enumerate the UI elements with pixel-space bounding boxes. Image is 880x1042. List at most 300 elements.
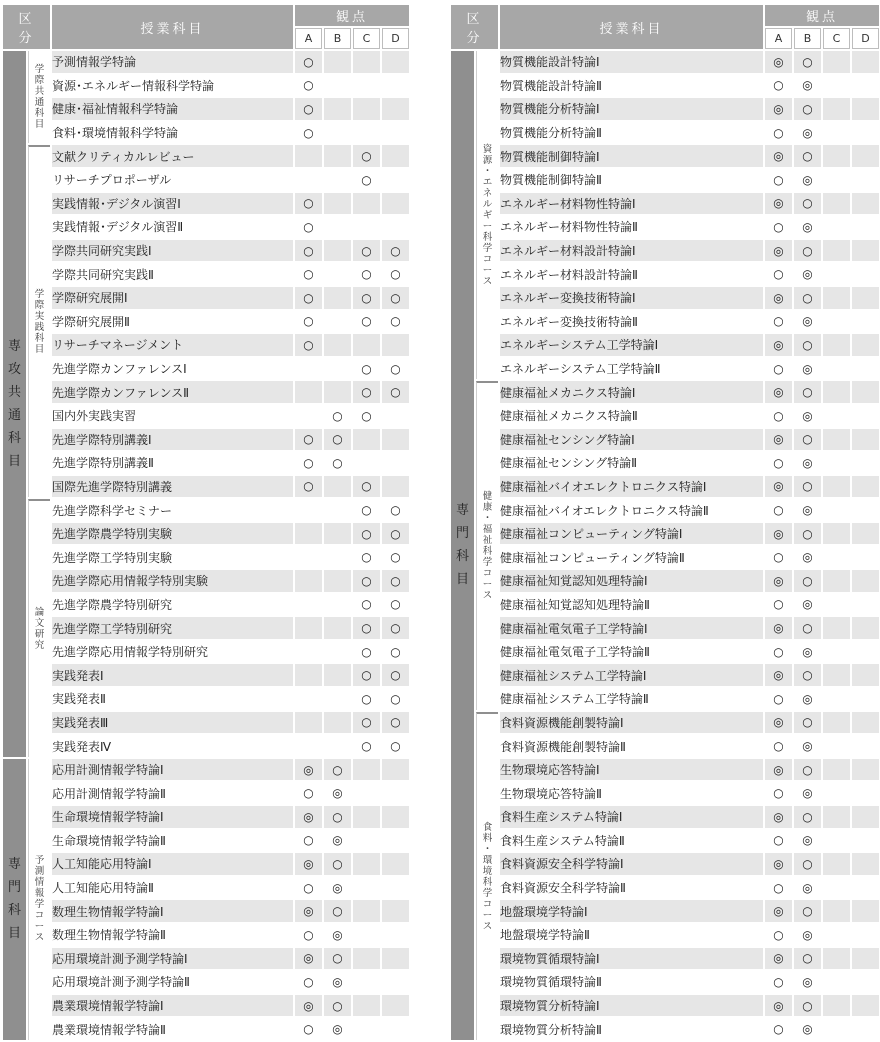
subcategory-cell <box>476 51 498 379</box>
viewpoint-mark-d <box>382 806 409 828</box>
table-row <box>451 169 879 191</box>
viewpoint-mark-b: ○ <box>794 948 821 970</box>
viewpoint-mark-c <box>823 523 850 545</box>
viewpoint-mark-b <box>324 688 351 710</box>
viewpoint-mark-d <box>852 263 879 285</box>
viewpoint-mark-c: ○ <box>353 664 380 686</box>
viewpoint-mark-a: ○ <box>295 122 322 144</box>
viewpoint-mark-d <box>382 830 409 852</box>
viewpoint-mark-b: ○ <box>794 334 821 356</box>
viewpoint-mark-c <box>353 995 380 1017</box>
viewpoint-mark-a <box>295 664 322 686</box>
table-row <box>3 98 409 120</box>
viewpoint-mark-c <box>823 948 850 970</box>
table-row <box>451 193 879 215</box>
table-row <box>451 712 879 734</box>
course-name: 健康福祉電気電子工学特論Ⅰ <box>500 617 763 639</box>
table-row <box>451 546 879 568</box>
viewpoint-mark-b: ○ <box>794 145 821 167</box>
viewpoint-mark-d <box>852 877 879 899</box>
subcategory-cell <box>476 712 498 1040</box>
viewpoint-mark-c <box>823 664 850 686</box>
table-row <box>3 476 409 498</box>
viewpoint-mark-d: ○ <box>382 523 409 545</box>
viewpoint-mark-c <box>353 971 380 993</box>
viewpoint-mark-c <box>353 924 380 946</box>
viewpoint-mark-c <box>823 617 850 639</box>
viewpoint-mark-b: ○ <box>324 995 351 1017</box>
viewpoint-mark-a: ◎ <box>765 98 792 120</box>
viewpoint-mark-d <box>852 853 879 875</box>
viewpoint-mark-a <box>295 641 322 663</box>
viewpoint-mark-b: ○ <box>794 381 821 403</box>
viewpoint-mark-b: ◎ <box>794 263 821 285</box>
viewpoint-mark-a: ○ <box>295 476 322 498</box>
course-name: 生物環境応答特論Ⅱ <box>500 782 763 804</box>
course-name: 健康福祉電気電子工学特論Ⅱ <box>500 641 763 663</box>
course-name: 環境物質分析特論Ⅰ <box>500 995 763 1017</box>
category-cell <box>3 51 26 757</box>
viewpoint-mark-c <box>353 51 380 73</box>
course-name: 物質機能制御特論Ⅰ <box>500 145 763 167</box>
viewpoint-mark-c <box>353 948 380 970</box>
viewpoint-mark-d: ○ <box>382 311 409 333</box>
viewpoint-mark-a: ◎ <box>765 948 792 970</box>
viewpoint-mark-b: ◎ <box>794 311 821 333</box>
viewpoint-mark-d <box>852 1018 879 1040</box>
table-row <box>3 429 409 451</box>
viewpoint-mark-d <box>852 759 879 781</box>
viewpoint-mark-a: ◎ <box>765 617 792 639</box>
table-row <box>451 594 879 616</box>
course-name: 物質機能分析特論Ⅱ <box>500 122 763 144</box>
viewpoint-mark-a: ◎ <box>295 995 322 1017</box>
viewpoint-mark-c <box>823 570 850 592</box>
viewpoint-mark-d <box>852 830 879 852</box>
course-name: 地盤環境学特論Ⅰ <box>500 900 763 922</box>
viewpoint-mark-c <box>353 216 380 238</box>
viewpoint-mark-a: ◎ <box>765 523 792 545</box>
course-name: エネルギーシステム工学特論Ⅰ <box>500 334 763 356</box>
viewpoint-mark-d <box>382 216 409 238</box>
viewpoint-mark-b: ○ <box>324 429 351 451</box>
viewpoint-mark-b: ○ <box>794 98 821 120</box>
viewpoint-mark-c: ○ <box>353 263 380 285</box>
viewpoint-mark-b <box>324 476 351 498</box>
category-header <box>3 5 50 49</box>
viewpoint-mark-d <box>852 971 879 993</box>
viewpoint-mark-c <box>823 452 850 474</box>
subcategory-label: 資 源 ・ エ ネ ル ギ ー 科 学 コ ー ス <box>482 143 493 287</box>
viewpoint-mark-c <box>823 924 850 946</box>
course-name: 健康福祉メカニクス特論Ⅱ <box>500 405 763 427</box>
viewpoint-mark-a: ◎ <box>295 806 322 828</box>
viewpoint-mark-b: ◎ <box>794 594 821 616</box>
viewpoint-header: 観点 <box>295 5 409 26</box>
table-row <box>3 523 409 545</box>
table-row <box>3 782 409 804</box>
course-name: 健康福祉センシング特論Ⅰ <box>500 429 763 451</box>
viewpoint-mark-b: ◎ <box>324 877 351 899</box>
viewpoint-mark-b: ○ <box>794 476 821 498</box>
viewpoint-mark-b <box>324 381 351 403</box>
viewpoint-mark-c <box>823 995 850 1017</box>
subcategory-label: 学 際 共 通 科 目 <box>34 64 45 131</box>
viewpoint-mark-a <box>295 594 322 616</box>
viewpoint-mark-b: ◎ <box>794 169 821 191</box>
viewpoint-mark-b: ◎ <box>794 877 821 899</box>
viewpoint-mark-a: ◎ <box>765 759 792 781</box>
category-header-text: 区 分 <box>18 12 35 46</box>
viewpoint-mark-c <box>823 476 850 498</box>
viewpoint-mark-a: ○ <box>765 782 792 804</box>
table-row <box>451 735 879 757</box>
viewpoint-mark-d <box>852 334 879 356</box>
course-name: 実践発表Ⅳ <box>52 735 293 757</box>
viewpoint-mark-d <box>852 169 879 191</box>
viewpoint-mark-d <box>382 169 409 191</box>
course-name: 国際先進学際特別講義 <box>52 476 293 498</box>
viewpoint-mark-d <box>852 75 879 97</box>
course-name: 学際共同研究実践Ⅱ <box>52 263 293 285</box>
course-name: 生命環境情報学特論Ⅱ <box>52 830 293 852</box>
table-row <box>451 924 879 946</box>
course-name: 食料生産システム特論Ⅰ <box>500 806 763 828</box>
viewpoint-mark-c <box>353 806 380 828</box>
viewpoint-mark-d <box>852 193 879 215</box>
viewpoint-mark-a: ◎ <box>765 806 792 828</box>
table-row <box>3 617 409 639</box>
viewpoint-mark-a: ◎ <box>765 712 792 734</box>
viewpoint-mark-d <box>852 806 879 828</box>
subcategory-label: 食 料 ・ 環 境 科 学 コ ー ス <box>482 821 493 932</box>
viewpoint-mark-b: ○ <box>324 759 351 781</box>
viewpoint-mark-c <box>823 311 850 333</box>
viewpoint-mark-d <box>852 570 879 592</box>
course-name: 食料資源機能創製特論Ⅰ <box>500 712 763 734</box>
viewpoint-mark-c: ○ <box>353 617 380 639</box>
col-b-header: B <box>794 28 821 49</box>
viewpoint-mark-c <box>823 122 850 144</box>
course-name: 人工知能応用特論Ⅰ <box>52 853 293 875</box>
viewpoint-mark-a: ◎ <box>765 334 792 356</box>
table-row <box>3 145 409 167</box>
course-name: 農業環境情報学特論Ⅱ <box>52 1018 293 1040</box>
viewpoint-mark-d <box>852 216 879 238</box>
viewpoint-mark-b <box>324 169 351 191</box>
viewpoint-mark-b: ◎ <box>794 358 821 380</box>
viewpoint-mark-a: ◎ <box>765 664 792 686</box>
viewpoint-mark-a: ◎ <box>765 145 792 167</box>
viewpoint-mark-d <box>382 145 409 167</box>
course-name: 学際研究展開Ⅰ <box>52 287 293 309</box>
table-row <box>3 51 409 73</box>
viewpoint-mark-a: ○ <box>765 924 792 946</box>
table-row <box>451 263 879 285</box>
viewpoint-mark-d <box>382 900 409 922</box>
viewpoint-mark-c: ○ <box>353 735 380 757</box>
viewpoint-mark-d <box>382 995 409 1017</box>
viewpoint-mark-b: ◎ <box>794 641 821 663</box>
viewpoint-mark-c <box>823 971 850 993</box>
table-row <box>3 806 409 828</box>
viewpoint-mark-a: ◎ <box>765 570 792 592</box>
table-row <box>451 98 879 120</box>
viewpoint-mark-b: ○ <box>794 193 821 215</box>
viewpoint-mark-a: ○ <box>295 240 322 262</box>
viewpoint-mark-a <box>295 735 322 757</box>
viewpoint-mark-d <box>382 853 409 875</box>
viewpoint-mark-a: ○ <box>765 311 792 333</box>
viewpoint-mark-a: ○ <box>765 263 792 285</box>
viewpoint-mark-c: ○ <box>353 240 380 262</box>
viewpoint-mark-d <box>852 712 879 734</box>
table-row <box>3 358 409 380</box>
viewpoint-mark-b: ○ <box>794 664 821 686</box>
viewpoint-mark-d <box>852 311 879 333</box>
viewpoint-mark-a <box>295 405 322 427</box>
subcategory-label: 健 康 ・ 福 祉 科 学 コ ー ス <box>482 491 493 602</box>
viewpoint-mark-d <box>852 594 879 616</box>
table-row <box>451 240 879 262</box>
subcategory-cell <box>28 499 50 757</box>
subject-header: 授業科目 <box>500 5 763 49</box>
course-name: 地盤環境学特論Ⅱ <box>500 924 763 946</box>
course-name: 応用環境計測予測学特論Ⅰ <box>52 948 293 970</box>
table-row <box>3 759 409 781</box>
viewpoint-mark-d <box>382 405 409 427</box>
viewpoint-mark-c: ○ <box>353 546 380 568</box>
viewpoint-mark-b: ○ <box>794 429 821 451</box>
viewpoint-mark-c: ○ <box>353 499 380 521</box>
viewpoint-mark-a <box>295 712 322 734</box>
viewpoint-mark-d <box>382 193 409 215</box>
table-row <box>451 570 879 592</box>
table-row <box>451 122 879 144</box>
course-name: 実践発表Ⅱ <box>52 688 293 710</box>
viewpoint-mark-d <box>382 759 409 781</box>
viewpoint-mark-b: ◎ <box>794 405 821 427</box>
viewpoint-mark-c <box>823 594 850 616</box>
viewpoint-mark-b <box>324 287 351 309</box>
table-row <box>451 145 879 167</box>
viewpoint-mark-b <box>324 712 351 734</box>
course-name: 先進学際応用情報学特別研究 <box>52 641 293 663</box>
viewpoint-mark-c: ○ <box>353 145 380 167</box>
viewpoint-mark-a <box>295 381 322 403</box>
viewpoint-mark-d: ○ <box>382 688 409 710</box>
viewpoint-mark-b: ◎ <box>324 1018 351 1040</box>
course-name: リサーチマネージメント <box>52 334 293 356</box>
course-name: 健康･福祉情報科学特論 <box>52 98 293 120</box>
table-row <box>3 688 409 710</box>
viewpoint-mark-b: ○ <box>324 900 351 922</box>
viewpoint-mark-d <box>382 877 409 899</box>
viewpoint-mark-c <box>823 782 850 804</box>
viewpoint-mark-b: ◎ <box>324 830 351 852</box>
right-course-table <box>449 3 880 1042</box>
table-row <box>451 971 879 993</box>
viewpoint-mark-b <box>324 240 351 262</box>
subcategory-label: 論 文 研 究 <box>34 607 45 652</box>
viewpoint-mark-c: ○ <box>353 712 380 734</box>
viewpoint-mark-d <box>852 452 879 474</box>
viewpoint-mark-c: ○ <box>353 641 380 663</box>
viewpoint-mark-d <box>382 452 409 474</box>
viewpoint-mark-d <box>382 948 409 970</box>
viewpoint-mark-c <box>353 830 380 852</box>
course-name: 実践発表Ⅲ <box>52 712 293 734</box>
course-name: 健康福祉バイオエレクトロニクス特論Ⅰ <box>500 476 763 498</box>
table-row <box>3 169 409 191</box>
table-row <box>3 641 409 663</box>
viewpoint-mark-c: ○ <box>353 311 380 333</box>
viewpoint-mark-b: ○ <box>324 452 351 474</box>
viewpoint-mark-a <box>295 617 322 639</box>
viewpoint-mark-d <box>852 948 879 970</box>
viewpoint-mark-d <box>382 1018 409 1040</box>
table-row <box>451 429 879 451</box>
table-row <box>3 712 409 734</box>
table-row <box>451 405 879 427</box>
table-row <box>451 452 879 474</box>
col-b-header: B <box>324 28 351 49</box>
course-name: 生命環境情報学特論Ⅰ <box>52 806 293 828</box>
viewpoint-mark-c <box>823 145 850 167</box>
viewpoint-mark-b: ◎ <box>794 1018 821 1040</box>
viewpoint-mark-a: ○ <box>765 971 792 993</box>
viewpoint-mark-c <box>823 1018 850 1040</box>
viewpoint-mark-d: ○ <box>382 617 409 639</box>
course-name: 健康福祉コンピューティング特論Ⅰ <box>500 523 763 545</box>
viewpoint-mark-b <box>324 546 351 568</box>
viewpoint-mark-c <box>353 877 380 899</box>
table-row <box>3 995 409 1017</box>
viewpoint-mark-a <box>295 358 322 380</box>
table-row <box>451 877 879 899</box>
viewpoint-mark-a: ○ <box>295 452 322 474</box>
course-name: エネルギー変換技術特論Ⅱ <box>500 311 763 333</box>
course-name: 物質機能設計特論Ⅰ <box>500 51 763 73</box>
table-row <box>451 995 879 1017</box>
viewpoint-mark-b: ○ <box>794 712 821 734</box>
viewpoint-mark-c <box>823 546 850 568</box>
table-row <box>3 381 409 403</box>
table-row <box>3 971 409 993</box>
course-name: 応用計測情報学特論Ⅰ <box>52 759 293 781</box>
viewpoint-mark-b: ◎ <box>794 735 821 757</box>
viewpoint-mark-d <box>382 51 409 73</box>
course-name: 実践情報･デジタル演習Ⅱ <box>52 216 293 238</box>
viewpoint-mark-c: ○ <box>353 405 380 427</box>
course-name: 食料資源安全科学特論Ⅱ <box>500 877 763 899</box>
table-row <box>451 358 879 380</box>
course-name: 応用計測情報学特論Ⅱ <box>52 782 293 804</box>
viewpoint-mark-d <box>852 381 879 403</box>
viewpoint-mark-b: ◎ <box>794 452 821 474</box>
viewpoint-mark-d <box>852 688 879 710</box>
viewpoint-mark-c <box>353 75 380 97</box>
viewpoint-mark-d <box>852 782 879 804</box>
course-name: 物質機能制御特論Ⅱ <box>500 169 763 191</box>
course-name: 文献クリティカルレビュー <box>52 145 293 167</box>
viewpoint-mark-a: ◎ <box>765 900 792 922</box>
viewpoint-mark-d <box>852 405 879 427</box>
course-name: 人工知能応用特論Ⅱ <box>52 877 293 899</box>
course-name: 先進学際農学特別実験 <box>52 523 293 545</box>
viewpoint-mark-d <box>852 546 879 568</box>
viewpoint-mark-b: ◎ <box>794 75 821 97</box>
viewpoint-mark-a: ○ <box>295 924 322 946</box>
subcategory-label: 予 測 情 報 学 コ ー ス <box>34 855 45 944</box>
viewpoint-mark-c <box>353 900 380 922</box>
course-name: 健康福祉システム工学特論Ⅰ <box>500 664 763 686</box>
viewpoint-mark-a: ◎ <box>765 476 792 498</box>
viewpoint-mark-c <box>823 806 850 828</box>
viewpoint-mark-a <box>295 499 322 521</box>
viewpoint-mark-c <box>823 381 850 403</box>
viewpoint-mark-c <box>823 51 850 73</box>
course-name: 先進学際カンファレンスⅡ <box>52 381 293 403</box>
table-row <box>451 334 879 356</box>
viewpoint-mark-c <box>353 1018 380 1040</box>
viewpoint-mark-a: ○ <box>765 688 792 710</box>
viewpoint-mark-b <box>324 75 351 97</box>
viewpoint-mark-b <box>324 122 351 144</box>
table-row <box>3 853 409 875</box>
viewpoint-mark-b <box>324 263 351 285</box>
course-name: 環境物質分析特論Ⅱ <box>500 1018 763 1040</box>
category-cell <box>3 759 26 1040</box>
viewpoint-mark-a: ○ <box>765 594 792 616</box>
viewpoint-mark-b: ○ <box>794 523 821 545</box>
viewpoint-mark-a: ○ <box>765 216 792 238</box>
viewpoint-mark-a: ○ <box>765 452 792 474</box>
course-name: エネルギー材料物性特論Ⅰ <box>500 193 763 215</box>
viewpoint-mark-d <box>852 98 879 120</box>
viewpoint-mark-b: ◎ <box>794 546 821 568</box>
course-name: 学際共同研究実践Ⅰ <box>52 240 293 262</box>
table-row <box>3 594 409 616</box>
viewpoint-mark-b <box>324 311 351 333</box>
viewpoint-mark-c <box>823 853 850 875</box>
viewpoint-mark-b <box>324 358 351 380</box>
viewpoint-mark-c: ○ <box>353 594 380 616</box>
course-name: 健康福祉メカニクス特論Ⅰ <box>500 381 763 403</box>
viewpoint-mark-c: ○ <box>353 381 380 403</box>
viewpoint-mark-d: ○ <box>382 735 409 757</box>
table-row <box>451 311 879 333</box>
table-row <box>3 830 409 852</box>
viewpoint-mark-c <box>823 429 850 451</box>
course-name: 健康福祉システム工学特論Ⅱ <box>500 688 763 710</box>
viewpoint-mark-a: ○ <box>295 334 322 356</box>
viewpoint-mark-d <box>852 240 879 262</box>
table-row <box>3 452 409 474</box>
viewpoint-mark-c: ○ <box>353 570 380 592</box>
viewpoint-mark-a: ○ <box>295 98 322 120</box>
viewpoint-mark-d <box>382 476 409 498</box>
viewpoint-mark-c <box>353 853 380 875</box>
course-name: 予測情報学特論 <box>52 51 293 73</box>
viewpoint-mark-b <box>324 98 351 120</box>
viewpoint-header: 観点 <box>765 5 879 26</box>
viewpoint-mark-b: ◎ <box>324 924 351 946</box>
viewpoint-mark-c <box>353 98 380 120</box>
course-name: 健康福祉コンピューティング特論Ⅱ <box>500 546 763 568</box>
course-name: 物質機能分析特論Ⅰ <box>500 98 763 120</box>
course-name: 実践発表Ⅰ <box>52 664 293 686</box>
